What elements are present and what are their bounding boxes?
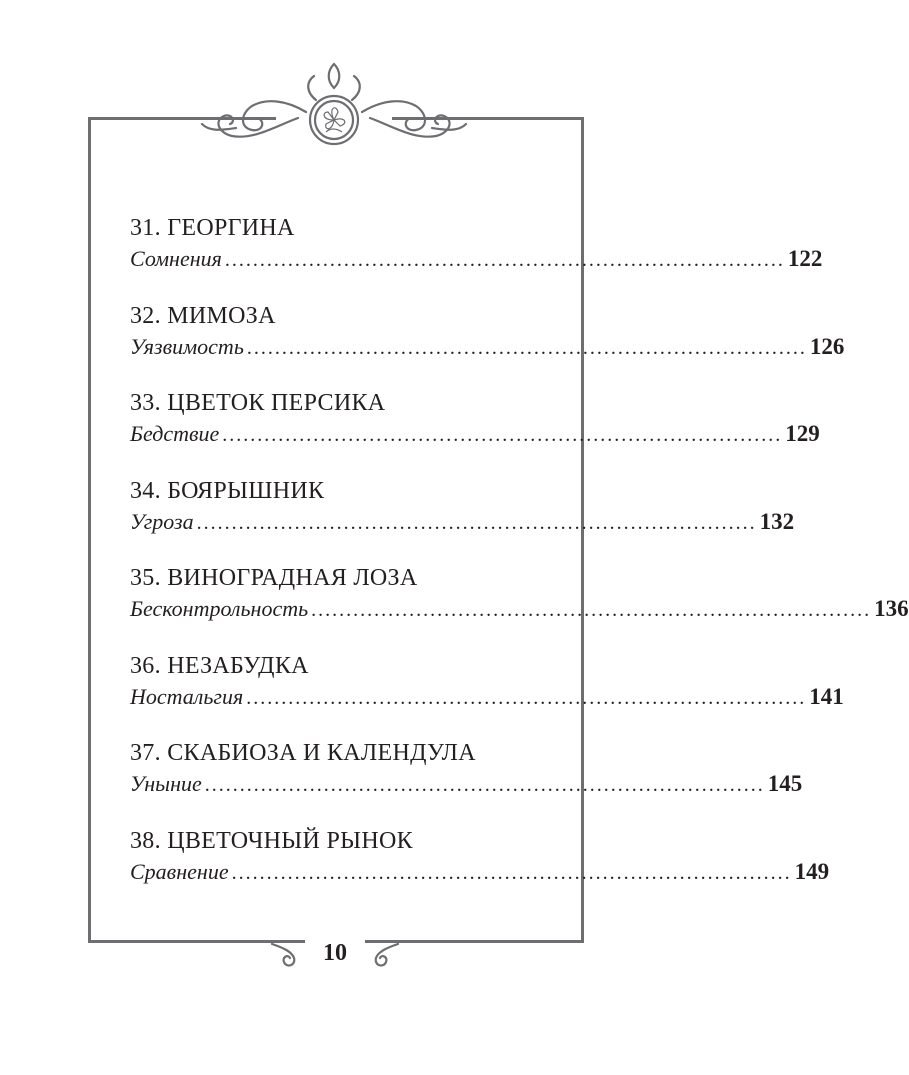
toc-entry <box>130 300 845 388</box>
dot-leader: ................................................................................ <box>222 424 783 446</box>
chapter-subtitle: Ностальгия <box>130 683 244 709</box>
dot-leader: ................................................................................ <box>246 336 807 359</box>
dot-leader: ................................................................................ <box>311 599 872 621</box>
chapter-title: 33. ЦВЕТОК ПЕРСИКА <box>130 390 386 416</box>
dot-leader: ................................................................................ <box>246 686 807 709</box>
toc-entry <box>130 475 795 563</box>
page-ref: 132 <box>759 508 795 534</box>
toc-entry <box>130 562 909 650</box>
chapter-subtitle: Сомнения <box>130 246 222 271</box>
chapter-subtitle: Уязвимость <box>130 333 244 359</box>
toc-line <box>130 332 845 363</box>
toc-line <box>130 857 830 888</box>
dot-leader: ................................................................................ <box>204 774 765 796</box>
chapter-subtitle: Уныние <box>130 771 202 796</box>
page-number: 10 <box>305 940 365 967</box>
toc-entry <box>130 737 803 825</box>
chapter-subtitle: Сравнение <box>130 858 229 884</box>
toc-line <box>130 419 820 450</box>
dot-leader: ................................................................................ <box>196 511 757 534</box>
chapter-title: 37. СКАБИОЗА И КАЛЕНДУЛА <box>130 740 476 766</box>
page-ref: 122 <box>787 246 823 271</box>
chapter-title: 38. ЦВЕТОЧНЫЙ РЫНОК <box>130 827 413 854</box>
chapter-title: 31. ГЕОРГИНА <box>130 215 295 241</box>
dot-leader: ................................................................................ <box>224 249 785 271</box>
chapter-title: 36. НЕЗАБУДКА <box>130 652 309 679</box>
toc-line <box>130 769 803 800</box>
table-of-contents <box>130 212 909 912</box>
chapter-title: 32. МИМОЗА <box>130 302 276 329</box>
page-ref: 145 <box>767 771 803 796</box>
toc-entry <box>130 650 844 738</box>
page-ref: 126 <box>809 333 845 359</box>
toc-entry <box>130 387 820 475</box>
chapter-subtitle: Бедствие <box>130 421 220 446</box>
toc-entry <box>130 212 823 300</box>
toc-line <box>130 594 909 625</box>
chapter-title: 34. БОЯРЫШНИК <box>130 477 325 504</box>
toc-line <box>130 507 795 538</box>
page-ref: 149 <box>794 858 830 884</box>
chapter-subtitle: Угроза <box>130 508 194 534</box>
dot-leader: ................................................................................ <box>231 861 792 884</box>
page-ref: 136 <box>874 596 909 621</box>
toc-line <box>130 244 823 275</box>
toc-line <box>130 682 844 713</box>
toc-entry <box>130 825 830 913</box>
chapter-subtitle: Бесконтрольность <box>130 596 309 621</box>
chapter-title: 35. ВИНОГРАДНАЯ ЛОЗА <box>130 565 418 591</box>
page-ref: 141 <box>809 683 844 709</box>
page-ref: 129 <box>785 421 820 446</box>
floral-scroll-ornament-icon <box>196 62 472 152</box>
